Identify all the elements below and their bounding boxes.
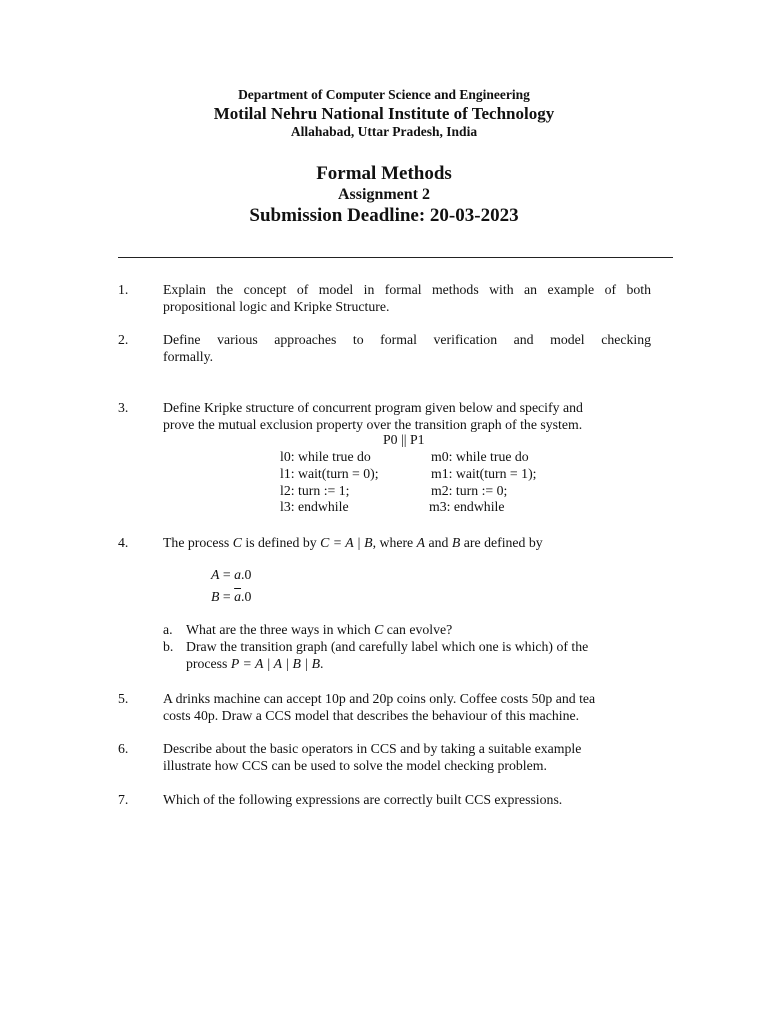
text-run: What are the three ways in which xyxy=(186,622,375,637)
text-line: Define various approaches to formal verification and model checking xyxy=(163,332,651,347)
question-number: 1. xyxy=(118,282,129,297)
text-run: is defined by xyxy=(241,535,321,550)
text-line: prove the mutual exclusion property over the transition graph of the system. xyxy=(163,417,583,432)
text-line: costs 40p. Draw a CCS model that describes the behaviour of this machine. xyxy=(163,708,580,723)
p0-line-2: l2: turn := 1; xyxy=(280,483,350,498)
text-line: propositional logic and Kripke Structure. xyxy=(163,299,390,314)
text-run: .0 xyxy=(241,567,252,582)
text-line: illustrate how CCS can be used to solve the model checking problem. xyxy=(163,758,547,773)
p0-line-3: l3: endwhile xyxy=(280,499,349,514)
equation-b xyxy=(211,589,251,605)
text-run: can evolve? xyxy=(383,622,453,637)
text-run: C xyxy=(374,622,384,637)
question-text xyxy=(163,281,651,315)
question-text xyxy=(163,399,635,433)
text-line: formally. xyxy=(163,349,214,364)
institute-name: Motilal Nehru National Institute of Technology xyxy=(213,104,555,123)
text-run: .0 xyxy=(241,589,252,604)
department-name: Department of Computer Science and Engineering xyxy=(238,87,530,102)
text-run: A xyxy=(416,535,426,550)
equation-a xyxy=(211,567,251,583)
assignment-title: Assignment 2 xyxy=(337,186,430,203)
text-run: C = A | B xyxy=(320,535,373,550)
sub-item-b-label: b. xyxy=(163,639,174,654)
text-line: Explain the concept of model in formal methods with an example of both xyxy=(163,282,651,297)
question-text xyxy=(163,791,651,808)
text-run: , where xyxy=(372,535,417,550)
question-number: 5. xyxy=(118,691,129,706)
sub-item-a-text xyxy=(186,622,452,638)
p1-line-0: m0: while true do xyxy=(431,449,529,464)
p1-line-1: m1: wait(turn = 1); xyxy=(431,466,537,481)
p1-line-2: m2: turn := 0; xyxy=(431,483,508,498)
question-number: 6. xyxy=(118,741,129,756)
text-run: $\overline{a}$ xyxy=(234,589,242,604)
p1-line-3: m3: endwhile xyxy=(429,499,505,514)
program-title: P0 || P1 xyxy=(383,432,425,447)
text-run: and xyxy=(425,535,452,550)
text-run: a xyxy=(234,567,242,582)
p0-line-1: l1: wait(turn = 0); xyxy=(280,466,379,481)
question-number: 2. xyxy=(118,332,129,347)
text-run: = xyxy=(219,567,235,582)
text-run: process xyxy=(186,656,231,671)
header-divider xyxy=(118,257,673,258)
submission-deadline: Submission Deadline: 20-03-2023 xyxy=(249,205,519,226)
question-text xyxy=(163,690,651,724)
text-run: A xyxy=(211,567,220,582)
text-line: Describe about the basic operators in CCS and by taking a suitable example xyxy=(163,741,582,756)
sub-item-b-line-2 xyxy=(186,656,323,672)
question-text xyxy=(163,740,651,774)
question-text xyxy=(163,331,651,365)
text-run: B xyxy=(451,535,461,550)
text-run: = xyxy=(219,589,235,604)
text-line: Define Kripke structure of concurrent program given below and specify and xyxy=(163,400,583,415)
text-run: . xyxy=(320,656,324,671)
text-line: A drinks machine can accept 10p and 20p coins only. Coffee costs 50p and tea xyxy=(163,691,596,706)
question-number: 3. xyxy=(118,400,129,415)
sub-item-b-line-1: Draw the transition graph (and carefully label which one is which) of the xyxy=(186,639,589,654)
question-text xyxy=(163,534,651,551)
text-line: Which of the following expressions are correctly built CCS expressions. xyxy=(163,792,563,807)
text-run: C xyxy=(232,535,242,550)
text-run: P = A | A | B | B xyxy=(230,656,321,671)
course-title: Formal Methods xyxy=(316,163,452,184)
text-run: are defined by xyxy=(460,535,543,550)
text-run: B xyxy=(211,589,220,604)
question-number: 4. xyxy=(118,535,129,550)
sub-item-a-label: a. xyxy=(163,622,173,637)
question-number: 7. xyxy=(118,792,129,807)
institute-location: Allahabad, Uttar Pradesh, India xyxy=(290,124,478,139)
text-run: The process xyxy=(163,535,233,550)
p0-line-0: l0: while true do xyxy=(280,449,371,464)
